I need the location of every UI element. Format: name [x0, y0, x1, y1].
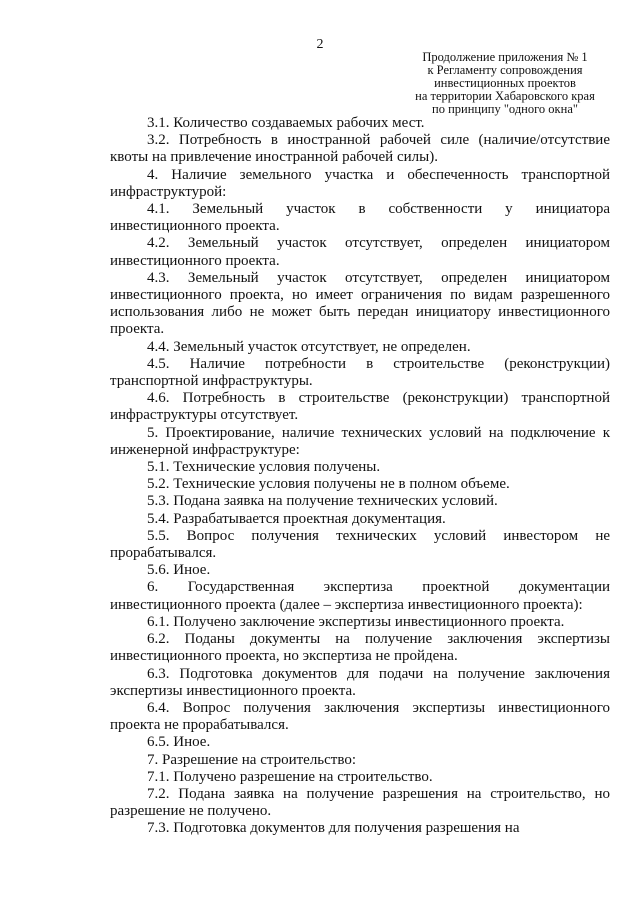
header-line: инвестиционных проектов [434, 76, 576, 90]
paragraph: 4.6. Потребность в строительстве (реконструкции) транспортной инфраструктуры отсутствует. [110, 390, 610, 424]
paragraph: 6.1. Получено заключение экспертизы инвестиционного проекта. [147, 613, 565, 630]
paragraph: 5.5. Вопрос получения технических условий инвестором не прорабатывался. [110, 527, 610, 562]
paragraph: 6.2. Поданы документы на получение заключения экспертизы инвестиционного проекта, но экспертиза не пройдена. [110, 631, 610, 665]
paragraph: 6.4. Вопрос получения заключения экспертизы инвестиционного проекта не прорабатывался. [110, 699, 610, 734]
paragraph: 4. Наличие земельного участка и обеспеченность транспортной инфраструктурой: [110, 166, 610, 200]
paragraph: 5.4. Разрабатывается проектная документация. [147, 510, 446, 527]
page-number: 2 [316, 37, 324, 52]
paragraph: 7.2. Подана заявка на получение разрешения на строительство, но разрешение не получено. [110, 785, 610, 820]
paragraph: 7.1. Получено разрешение на строительство. [147, 768, 433, 785]
paragraph: 4.4. Земельный участок отсутствует, не определен. [147, 338, 471, 355]
paragraph: 7. Разрешение на строительство: [147, 751, 357, 768]
paragraph: 7.3. Подготовка документов для получения разрешения на [147, 820, 520, 837]
header-line: к Регламенту сопровождения [427, 63, 583, 77]
paragraph: 6.3. Подготовка документов для подачи на получение заключения экспертизы инвестиционного проекта. [110, 665, 610, 699]
paragraph: 5.2. Технические условия получены не в полном объеме. [147, 476, 510, 493]
paragraph: 3.2. Потребность в иностранной рабочей силе (наличие/отсутствие квоты на привлечение иностранной рабочей силы). [110, 132, 610, 166]
paragraph: 5. Проектирование, наличие технических условий на подключение к инженерной инфраструктуре: [110, 424, 610, 458]
header-line: по принципу "одного окна" [432, 102, 578, 116]
paragraph: 5.1. Технические условия получены. [147, 459, 381, 476]
paragraph: 6. Государственная экспертиза проектной документации инвестиционного проекта (далее – экспертиза инвестиционного проекта): [110, 579, 610, 613]
header-line: Продолжение приложения № 1 [422, 50, 588, 64]
document-body [110, 115, 610, 838]
paragraph: 3.1. Количество создаваемых рабочих мест. [147, 115, 425, 131]
header-line: на территории Хабаровского края [415, 89, 595, 103]
appendix-header [392, 51, 618, 116]
paragraph: 5.3. Подана заявка на получение технических условий. [147, 493, 498, 510]
paragraph: 4.1. Земельный участок в собственности у инициатора инвестиционного проекта. [110, 201, 610, 235]
paragraph: 5.6. Иное. [147, 562, 211, 579]
paragraph: 4.2. Земельный участок отсутствует, определен инициатором инвестиционного проекта. [110, 235, 610, 269]
paragraph: 6.5. Иное. [147, 734, 211, 751]
paragraph: 4.3. Земельный участок отсутствует, определен инициатором инвестиционного проекта, но имеет ограничения по видам разрешенного использования либо не может быть передан инициатору инвестиционного проекта. [110, 269, 610, 338]
paragraph: 4.5. Наличие потребности в строительстве (реконструкции) транспортной инфраструктуры. [110, 355, 610, 390]
